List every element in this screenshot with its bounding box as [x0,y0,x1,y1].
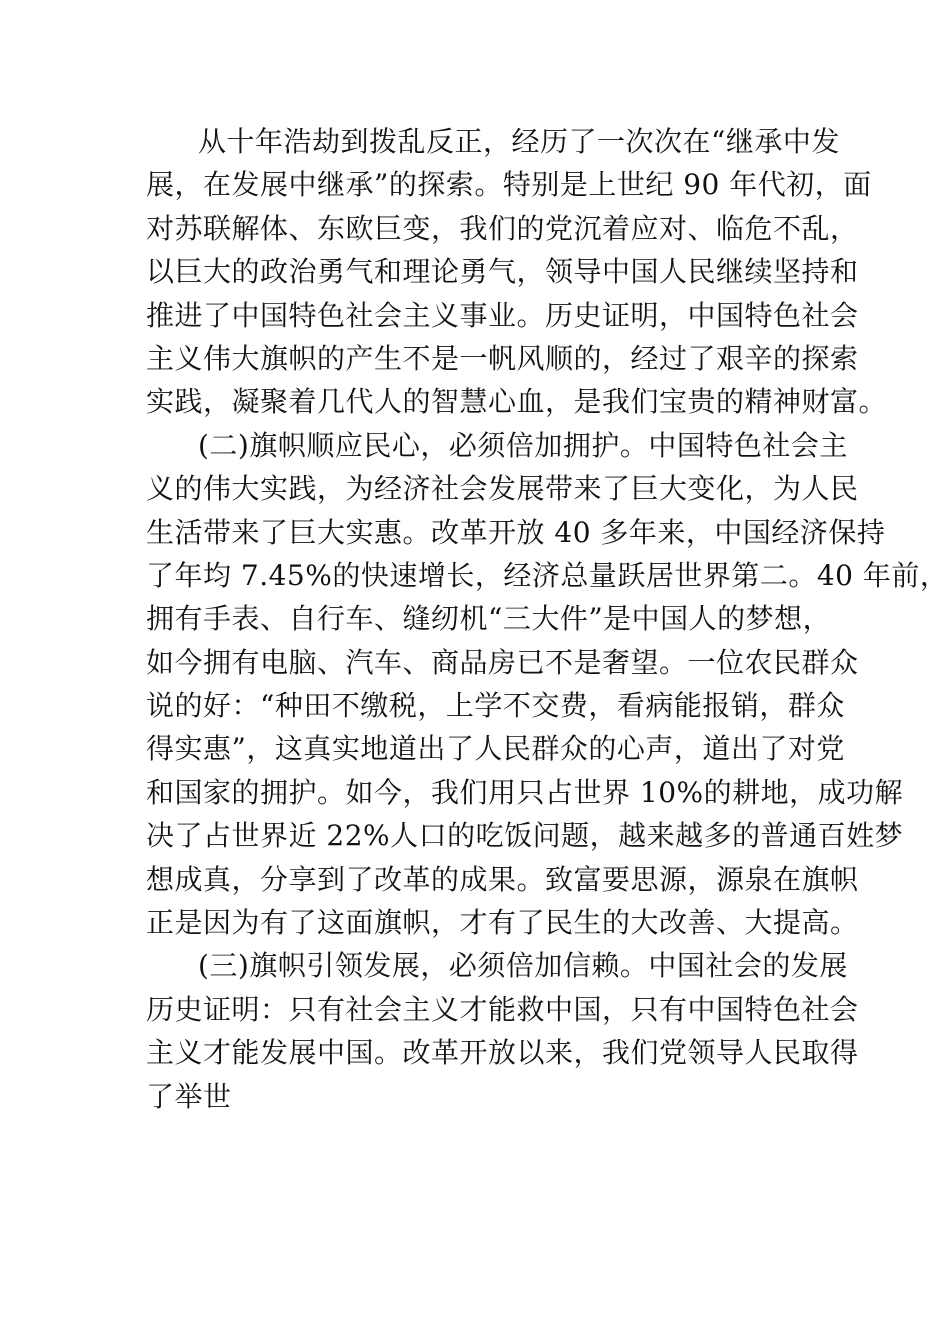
text-line: 展，在发展中继承”的探索。特别是上世纪 90 年代初，面 [146,168,872,202]
text-line: 主义才能发展中国。改革开放以来，我们党领导人民取得 [146,1036,859,1070]
text-line: 正是因为有了这面旗帜，才有了民生的大改善、大提高。 [146,906,859,940]
text-line: 如今拥有电脑、汽车、商品房已不是奢望。一位农民群众 [146,645,859,679]
text-line: 义的伟大实践，为经济社会发展带来了巨大变化，为人民 [146,472,859,506]
text-line: (三)旗帜引领发展，必须倍加信赖。中国社会的发展 [198,949,848,983]
text-line: 得实惠”，这真实地道出了人民群众的心声，道出了对党 [146,732,845,766]
text-line: 决了占世界近 22%人口的吃饭问题，越来越多的普通百姓梦 [146,819,904,853]
text-line: 从十年浩劫到拨乱反正，经历了一次次在“继承中发 [198,125,840,158]
text-line: 对苏联解体、东欧巨变，我们的党沉着应对、临危不乱， [146,211,859,245]
text-line: 和国家的拥护。如今，我们用只占世界 10%的耕地，成功解 [146,775,904,809]
text-line: 历史证明：只有社会主义才能救中国，只有中国特色社会 [146,992,859,1026]
text-line: 想成真，分享到了改革的成果。致富要思源，源泉在旗帜 [146,862,859,896]
text-line: 以巨大的政治勇气和理论勇气，领导中国人民继续坚持和 [146,255,859,289]
text-line: 生活带来了巨大实惠。改革开放 40 多年来，中国经济保持 [146,515,886,549]
text-line: 推进了中国特色社会主义事业。历史证明，中国特色社会 [146,298,859,332]
text-line: 实践，凝聚着几代人的智慧心血，是我们宝贵的精神财富。 [146,385,888,419]
text-line: 主义伟大旗帜的产生不是一帆风顺的，经过了艰辛的探索 [146,341,859,375]
text-line: 说的好：“种田不缴税，上学不交费，看病能报销，群众 [146,689,845,723]
text-line: 了年均 7.45%的快速增长，经济总量跃居世界第二。40 年前， [146,558,949,592]
body-text [146,120,949,1118]
text-line: (二)旗帜顺应民心，必须倍加拥护。中国特色社会主 [198,428,848,462]
text-line: 了举世 [146,1079,232,1113]
text-line: 拥有手表、自行车、缝纫机“三大件”是中国人的梦想， [146,602,832,636]
